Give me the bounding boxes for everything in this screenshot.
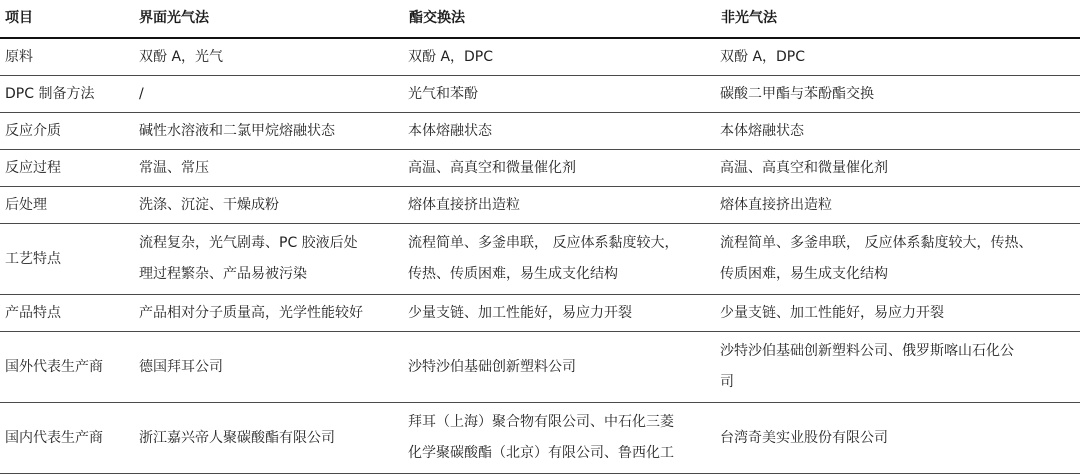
row-label: 反应介质 <box>0 113 134 150</box>
table-cell: 光气和苯酚 <box>404 76 716 113</box>
table-cell: 碱性水溶液和二氯甲烷熔融状态 <box>134 113 404 150</box>
table-cell: 洗涤、沉淀、干燥成粉 <box>134 187 404 224</box>
table-cell: 沙特沙伯基础创新塑料公司、俄罗斯喀山石化公 司 <box>716 332 1080 403</box>
row-label: 产品特点 <box>0 295 134 332</box>
table-cell: 少量支链、加工性能好，易应力开裂 <box>404 295 716 332</box>
table-cell: 沙特沙伯基础创新塑料公司 <box>404 332 716 403</box>
table-cell: 常温、常压 <box>134 150 404 187</box>
row-label: 工艺特点 <box>0 224 134 295</box>
table-cell: 高温、高真空和微量催化剂 <box>716 150 1080 187</box>
row-label: DPC 制备方法 <box>0 76 134 113</box>
table-cell: 产品相对分子质量高，光学性能较好 <box>134 295 404 332</box>
header-item: 项目 <box>0 0 134 38</box>
table-row <box>0 38 1080 76</box>
table-cell: 德国拜耳公司 <box>134 332 404 403</box>
table-cell: 浙江嘉兴帝人聚碳酸酯有限公司 <box>134 403 404 474</box>
table-cell: 少量支链、加工性能好，易应力开裂 <box>716 295 1080 332</box>
table-cell: 拜耳（上海）聚合物有限公司、中石化三菱 化学聚碳酸酯（北京）有限公司、鲁西化工 <box>404 403 716 474</box>
table-cell: 碳酸二甲酯与苯酚酯交换 <box>716 76 1080 113</box>
table-cell: 熔体直接挤出造粒 <box>404 187 716 224</box>
row-label: 后处理 <box>0 187 134 224</box>
table-row <box>0 332 1080 403</box>
header-interfacial-phosgene: 界面光气法 <box>134 0 404 38</box>
table-row <box>0 150 1080 187</box>
table-cell: 本体熔融状态 <box>716 113 1080 150</box>
table-cell: 流程简单、多釜串联， 反应体系黏度较大， 传热、传质困难，易生成支化结构 <box>404 224 716 295</box>
table-cell: 台湾奇美实业股份有限公司 <box>716 403 1080 474</box>
header-non-phosgene: 非光气法 <box>716 0 1080 38</box>
table-cell: / <box>134 76 404 113</box>
table-row <box>0 76 1080 113</box>
table-cell: 双酚 A，光气 <box>134 38 404 76</box>
table-row <box>0 113 1080 150</box>
row-label: 国内代表生产商 <box>0 403 134 474</box>
table-cell: 本体熔融状态 <box>404 113 716 150</box>
table-cell: 流程复杂，光气剧毒、PC 胶液后处 理过程繁杂、产品易被污染 <box>134 224 404 295</box>
row-label: 原料 <box>0 38 134 76</box>
table-cell: 流程简单、多釜串联， 反应体系黏度较大，传热、 传质困难，易生成支化结构 <box>716 224 1080 295</box>
table-row <box>0 187 1080 224</box>
table-cell: 双酚 A，DPC <box>716 38 1080 76</box>
header-transesterification: 酯交换法 <box>404 0 716 38</box>
table-cell: 双酚 A，DPC <box>404 38 716 76</box>
row-label: 反应过程 <box>0 150 134 187</box>
table-row <box>0 403 1080 474</box>
table-row <box>0 295 1080 332</box>
table-cell: 高温、高真空和微量催化剂 <box>404 150 716 187</box>
table-row <box>0 224 1080 295</box>
header-row <box>0 0 1080 38</box>
table-cell: 熔体直接挤出造粒 <box>716 187 1080 224</box>
row-label: 国外代表生产商 <box>0 332 134 403</box>
